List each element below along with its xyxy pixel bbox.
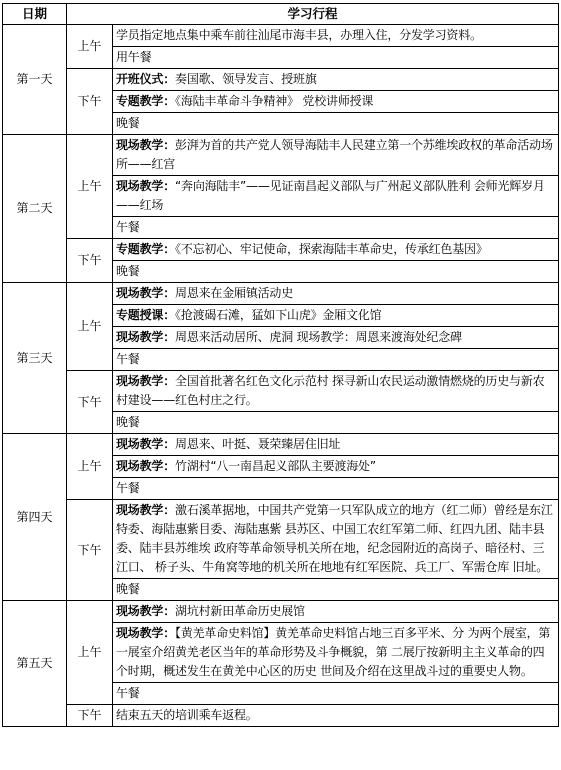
activity-cell [113,261,559,283]
activity-text: 晚餐 [116,415,140,429]
activity-cell [113,25,559,47]
activity-text: 结束五天的培训乘车返程。 [116,708,258,722]
activity-text: 全国首批著名红色文化示范村 探寻新山农民运动激情燃烧的历史与新农村建设——红色村庄之行。 [116,374,545,407]
itinerary-body [3,25,559,727]
activity-text: 晚餐 [116,582,140,596]
activity-text: 湖坑村新田革命历史展馆 [175,604,305,618]
activity-cell [113,456,559,478]
activity-text: 周恩来、叶挺、聂荣臻居住旧址 [175,437,341,451]
activity-cell [113,412,559,434]
itinerary-row [3,25,559,47]
activity-label: 现场教学： [116,604,176,618]
itinerary-row [3,283,559,305]
period-cell: 上午 [67,434,113,500]
activity-label: 开班仪式： [116,72,176,86]
activity-cell [113,217,559,239]
activity-cell [113,91,559,113]
activity-text: 激石溪革据地，中国共产党第一只军队成立的地方（红二师）曾经是东江特委、海陆惠紫目委、海陆惠紫 县苏区、中国工农红军第二师、红四九团、陆丰县委、陆丰县苏维埃 政府等革命领导机关所在地，纪念园附近的高岗子、暗径村、三江口、 桥子头、牛角窝等地的机关所在地地有红军医院、兵工厂、军需仓库 旧址。 [116,503,553,574]
activity-text: 晚餐 [116,264,140,278]
activity-text: 学员指定地点集中乘车前往汕尾市海丰县，办理入住，分发学习资料。 [116,28,482,42]
activity-cell [113,113,559,135]
itinerary-table [2,3,559,727]
activity-label: 现场教学： [116,330,176,344]
activity-label: 现场教学： [116,179,176,193]
activity-cell [113,371,559,412]
activity-cell [113,434,559,456]
activity-label: 现场教学： [116,374,176,388]
itinerary-row [3,601,559,623]
activity-label: 现场教学： [116,459,176,473]
day-cell: 第四天 [3,434,67,601]
day-cell: 第二天 [3,135,67,283]
activity-cell [113,305,559,327]
activity-text: 彭湃为首的共产党人领导海陆丰人民建立第一个苏维埃政权的革命活动场所——红宫 [116,138,553,171]
activity-cell [113,283,559,305]
activity-cell [113,69,559,91]
header-row [3,4,559,25]
period-cell: 上午 [67,601,113,705]
activity-cell [113,601,559,623]
activity-cell [113,176,559,217]
activity-cell [113,478,559,500]
activity-cell [113,349,559,371]
activity-cell [113,500,559,579]
itinerary-header: 学习行程 [67,4,559,25]
activity-cell [113,623,559,683]
activity-cell [113,47,559,69]
day-cell: 第三天 [3,283,67,434]
period-cell: 下午 [67,239,113,283]
activity-label: 专题授课： [116,308,176,322]
activity-text: 《抢渡碣石滩，猛如下山虎》金厢文化馆 [175,308,382,322]
activity-cell [113,579,559,601]
activity-text: 午餐 [116,481,140,495]
activity-text: 午餐 [116,352,140,366]
activity-text: 《海陆丰革命斗争精神》 党校讲师授课 [175,94,374,108]
period-cell: 上午 [67,135,113,239]
activity-label: 现场教学： [116,437,176,451]
period-cell: 下午 [67,705,113,727]
activity-cell [113,239,559,261]
activity-label: 专题教学： [116,242,176,256]
activity-label: 现场教学： [116,286,176,300]
activity-text: 周恩来活动居所、虎洞 现场教学：周恩来渡海处纪念碑 [175,330,462,344]
itinerary-row [3,705,559,727]
period-cell: 上午 [67,25,113,69]
period-cell: 下午 [67,500,113,601]
itinerary-row [3,500,559,579]
activity-text: 【黄羌革命史料馆】黄羌革命史料馆占地三百多平米、分 为两个展室，第一展室介绍黄羌老区当年的革命形势及斗争概貌，第 二展厅按新明主主义革命的四个时期，概述发生在黄羌中心区的历史 世间及介绍在这里战斗过的重要史人物。 [116,626,551,678]
period-cell: 下午 [67,69,113,135]
itinerary-row [3,371,559,412]
itinerary-row [3,239,559,261]
period-cell: 下午 [67,371,113,434]
activity-label: 现场教学： [116,503,176,517]
date-header: 日期 [3,4,67,25]
activity-label: 专题教学： [116,94,176,108]
activity-cell [113,135,559,176]
activity-text: 奏国歌、领导发言、授班旗 [175,72,317,86]
activity-label: 现场教学： [116,626,176,640]
itinerary-row [3,434,559,456]
activity-text: 午餐 [116,220,140,234]
activity-text: 竹湖村“八一南昌起义部队主要渡海处” [175,459,376,473]
day-cell: 第一天 [3,25,67,135]
activity-cell [113,327,559,349]
activity-text: 晚餐 [116,116,140,130]
activity-text: 午餐 [116,686,140,700]
activity-text: 周恩来在金厢镇活动史 [175,286,294,300]
day-cell: 第五天 [3,601,67,727]
activity-text: 《不忘初心、牢记使命，探索海陆丰革命史，传承红色基因》 [175,242,488,256]
activity-text: 用午餐 [116,50,152,64]
activity-text: “奔向海陆丰”——见证南昌起义部队与广州起义部队胜利 会师光辉岁月——红场 [116,179,545,212]
period-cell: 上午 [67,283,113,371]
activity-cell [113,705,559,727]
activity-cell [113,683,559,705]
activity-label: 现场教学： [116,138,176,152]
itinerary-row [3,135,559,176]
itinerary-row [3,69,559,91]
